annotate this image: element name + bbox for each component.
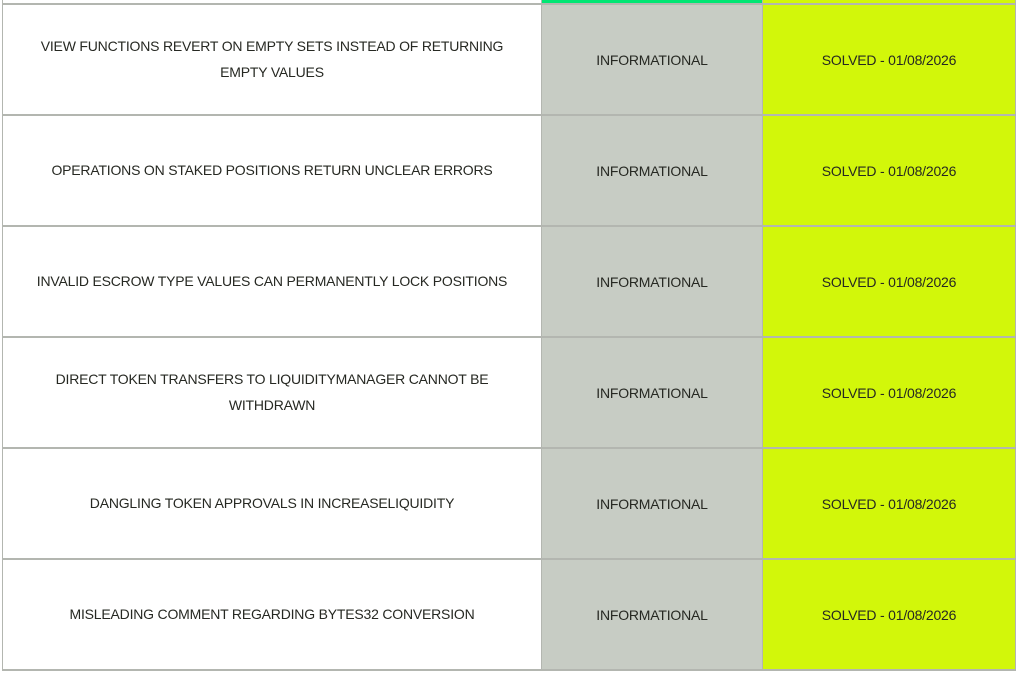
finding-status-label: SOLVED - 01/08/2026: [821, 273, 957, 290]
finding-row: [3, 4, 1016, 115]
finding-title-cell: [3, 559, 542, 670]
finding-severity-label: INFORMATIONAL: [596, 273, 708, 290]
finding-title: OPERATIONS ON STAKED POSITIONS RETURN UNCLEAR ERRORS: [51, 161, 493, 178]
finding-severity-label: INFORMATIONAL: [596, 162, 708, 179]
finding-title-cell: [3, 448, 542, 559]
finding-status-label: SOLVED - 01/08/2026: [821, 606, 957, 623]
finding-title-cell: [3, 337, 542, 448]
finding-severity-cell: [542, 4, 763, 115]
finding-severity-label: INFORMATIONAL: [596, 51, 708, 68]
finding-severity-cell: [542, 115, 763, 226]
finding-title: MISLEADING COMMENT REGARDING BYTES32 CONVERSION: [69, 605, 475, 622]
finding-status-cell: [763, 4, 1016, 115]
finding-severity-cell: [542, 448, 763, 559]
finding-row: [3, 559, 1016, 670]
finding-status-cell: [763, 337, 1016, 448]
finding-severity-cell: [542, 337, 763, 448]
finding-status-label: SOLVED - 01/08/2026: [821, 384, 957, 401]
finding-row: [3, 115, 1016, 226]
finding-severity-label: INFORMATIONAL: [596, 606, 708, 623]
finding-severity-cell: [542, 559, 763, 670]
finding-status-cell: [763, 448, 1016, 559]
finding-title: DANGLING TOKEN APPROVALS IN INCREASELIQUIDITY: [89, 494, 455, 511]
finding-severity-label: INFORMATIONAL: [596, 384, 708, 401]
finding-severity-cell: [542, 226, 763, 337]
finding-title: VIEW FUNCTIONS REVERT ON EMPTY SETS INSTEAD OF RETURNING EMPTY VALUES: [40, 37, 504, 80]
finding-status-label: SOLVED - 01/08/2026: [821, 51, 957, 68]
finding-title: INVALID ESCROW TYPE VALUES CAN PERMANENTLY LOCK POSITIONS: [36, 272, 508, 289]
finding-status-cell: [763, 559, 1016, 670]
finding-row: [3, 448, 1016, 559]
finding-row: [3, 337, 1016, 448]
finding-status-label: SOLVED - 01/08/2026: [821, 162, 957, 179]
findings-table: [2, 0, 1016, 671]
finding-title-cell: [3, 4, 542, 115]
finding-severity-label: INFORMATIONAL: [596, 495, 708, 512]
finding-status-cell: [763, 226, 1016, 337]
finding-row: [3, 226, 1016, 337]
finding-title: DIRECT TOKEN TRANSFERS TO LIQUIDITYMANAGER CANNOT BE WITHDRAWN: [55, 370, 489, 413]
finding-status-label: SOLVED - 01/08/2026: [821, 495, 957, 512]
finding-status-cell: [763, 115, 1016, 226]
finding-title-cell: [3, 226, 542, 337]
finding-title-cell: [3, 115, 542, 226]
findings-table-body: [3, 0, 1016, 670]
